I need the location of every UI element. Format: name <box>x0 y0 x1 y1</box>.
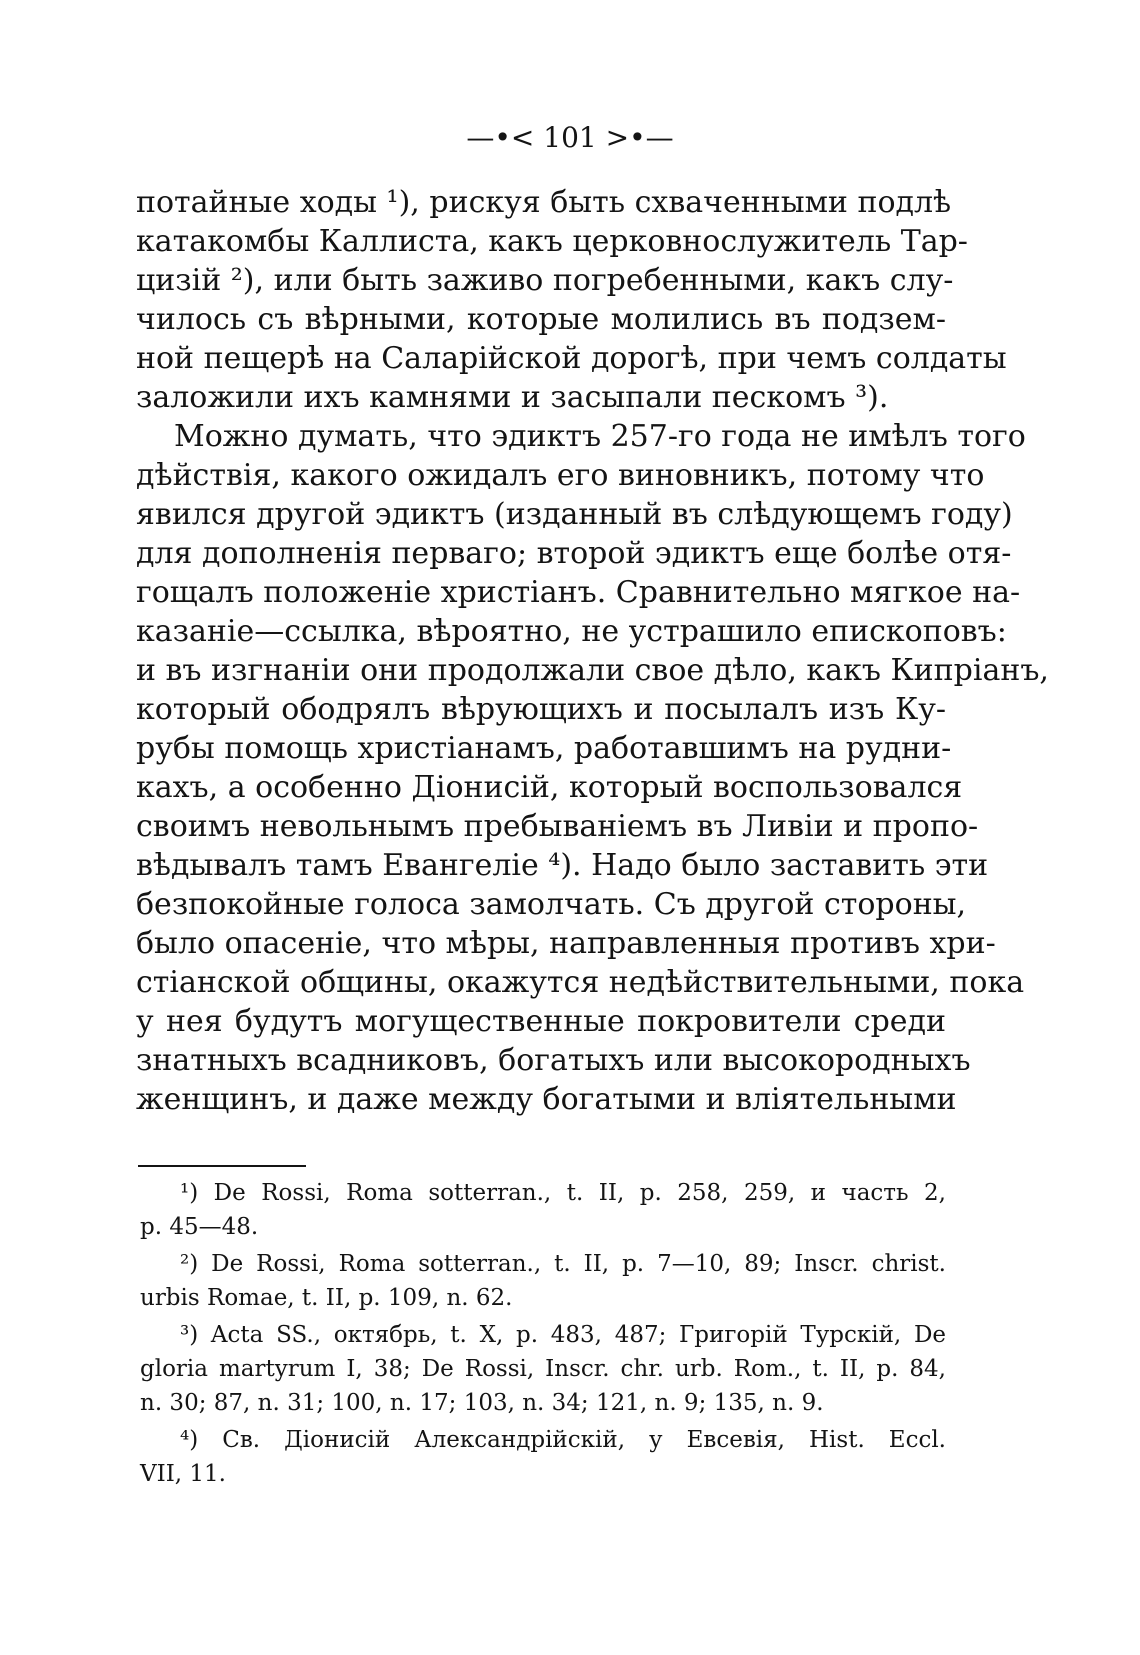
text-line: для дополненія перваго; второй эдиктъ еще болѣе отя- <box>136 536 1012 571</box>
text-line: заложили ихъ камнями и засыпали пескомъ ³). <box>136 380 889 415</box>
footnote-line: p. 45—48. <box>140 1214 259 1240</box>
text-line: Можно думать, что эдиктъ 257-го года не имѣлъ того <box>174 419 1026 454</box>
footnote-line: ¹) De Rossi, Roma sotterran., t. II, p. 258, 259, и часть 2, <box>180 1180 946 1206</box>
footnote-line: ³) Acta SS., октябрь, t. X, p. 483, 487; Григорій Турскій, De <box>180 1322 946 1348</box>
footnote-line: gloria martyrum I, 38; De Rossi, Inscr. chr. urb. Rom., t. II, p. 84, <box>140 1356 946 1382</box>
footnote-line: n. 30; 87, n. 31; 100, n. 17; 103, n. 34; 121, n. 9; 135, n. 9. <box>140 1390 824 1416</box>
text-line: цизій ²), или быть заживо погребенными, какъ слу- <box>136 263 954 298</box>
text-line: казаніе—ссылка, вѣроятно, не устрашило епископовъ: <box>136 614 1007 649</box>
footnote-line: VII, 11. <box>140 1461 226 1487</box>
footnote-line: ²) De Rossi, Roma sotterran., t. II, p. 7—10, 89; Inscr. christ. <box>180 1251 946 1277</box>
text-line: катакомбы Каллиста, какъ церковнослужитель Тар- <box>136 224 968 259</box>
footnote <box>140 1423 946 1491</box>
text-line: рубы помощь христіанамъ, работавшимъ на рудни- <box>136 731 952 766</box>
page-number: —•< 101 >•— <box>466 121 674 154</box>
text-line: кахъ, а особенно Діонисій, который воспользовался <box>136 770 963 805</box>
text-line: у нея будутъ могущественные покровители среди <box>136 1004 946 1039</box>
text-line: чилось съ вѣрными, которые молились въ подзем- <box>136 302 946 337</box>
text-line: своимъ невольнымъ пребываніемъ въ Ливіи и пропо- <box>136 809 979 844</box>
footnote-separator <box>138 1165 306 1167</box>
text-line: явился другой эдиктъ (изданный въ слѣдующемъ году) <box>136 497 1013 532</box>
text-line: который ободрялъ вѣрующихъ и посылалъ изъ Ку- <box>136 692 946 727</box>
text-line: было опасеніе, что мѣры, направленныя противъ хри- <box>136 926 996 961</box>
footnote <box>140 1318 946 1420</box>
text-line: вѣдывалъ тамъ Евангеліе ⁴). Надо было заставить эти <box>136 848 989 883</box>
text-line: стіанской общины, окажутся недѣйствительными, пока <box>136 965 1025 1000</box>
text-line: и въ изгнаніи они продолжали свое дѣло, какъ Кипріанъ, <box>136 653 1049 688</box>
footnote <box>140 1176 946 1244</box>
text-line: потайные ходы ¹), рискуя быть схваченными подлѣ <box>136 185 952 220</box>
main-text <box>136 183 1049 1119</box>
text-line: дѣйствія, какого ожидалъ его виновникъ, потому что <box>136 458 985 493</box>
footnote-line: ⁴) Св. Діонисій Александрійскій, у Евсевія, Hist. Eccl. <box>180 1427 946 1453</box>
text-line: гощалъ положеніе христіанъ. Сравнительно мягкое на- <box>136 575 1021 610</box>
footnote-line: urbis Romae, t. II, p. 109, n. 62. <box>140 1285 513 1311</box>
footnote <box>140 1247 946 1315</box>
footnotes <box>140 1176 946 1494</box>
text-line: женщинъ, и даже между богатыми и вліятельными <box>136 1082 957 1117</box>
text-line: безпокойные голоса замолчать. Съ другой стороны, <box>136 887 967 922</box>
text-line: знатныхъ всадниковъ, богатыхъ или высокородныхъ <box>136 1043 971 1078</box>
text-line: ной пещерѣ на Саларійской дорогѣ, при чемъ солдаты <box>136 341 1007 376</box>
